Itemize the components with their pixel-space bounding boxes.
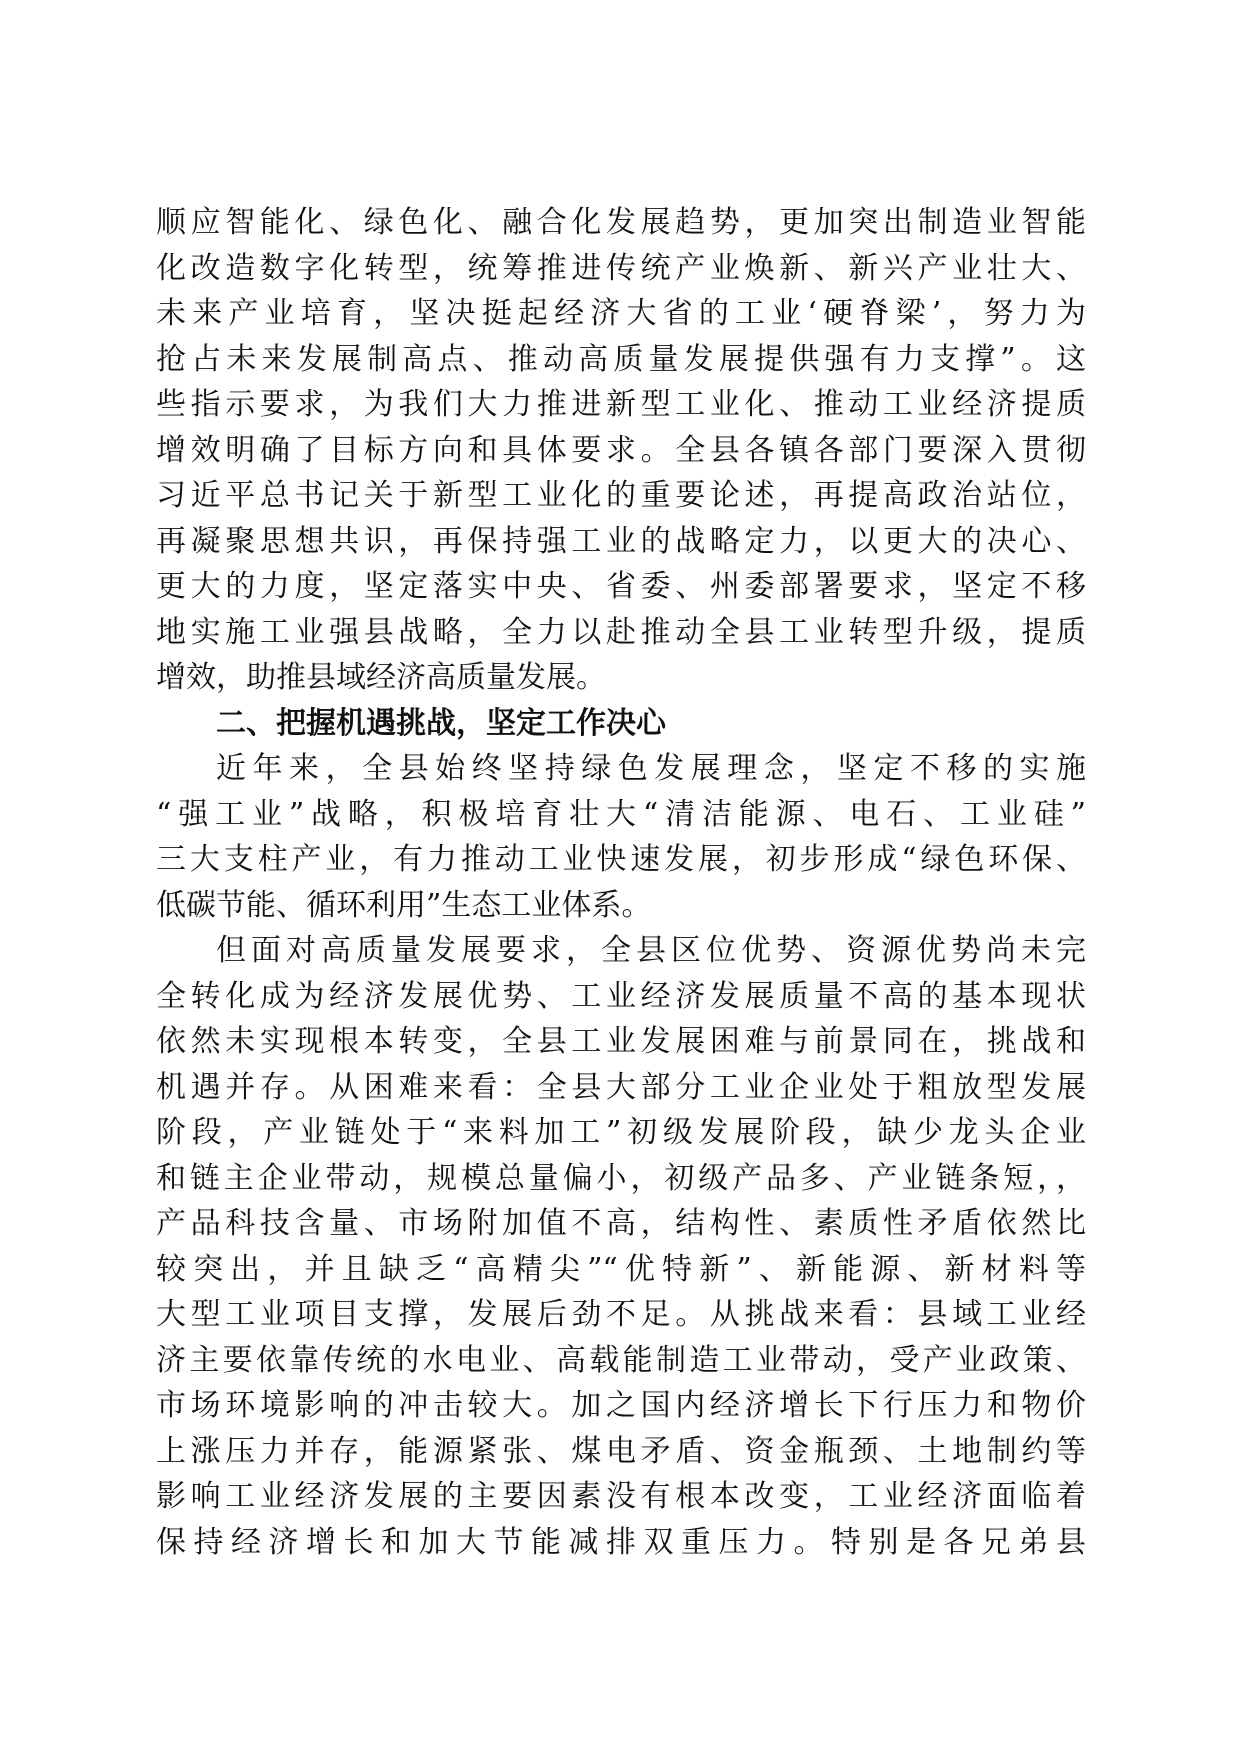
paragraph [156, 200, 1086, 701]
text-line: 再凝聚思想共识，再保持强工业的战略定力，以更大的决心、 [156, 523, 1086, 559]
text-line: 机遇并存。从困难来看：全县大部分工业企业处于粗放型发展 [156, 1069, 1086, 1105]
paragraph [156, 746, 1086, 928]
text-line: 但面对高质量发展要求，全县区位优势、资源优势尚未完 [216, 933, 1086, 968]
text-line: 更大的力度，坚定落实中央、省委、州委部署要求，坚定不移 [156, 569, 1086, 604]
text-line: 顺应智能化、绿色化、融合化发展趋势，更加突出制造业智能 [156, 205, 1086, 240]
text-line: 较突出，并且缺乏“高精尖”“优特新”、新能源、新材料等 [156, 1251, 1086, 1287]
text-line: 全转化成为经济发展优势、工业经济发展质量不高的基本现状 [156, 978, 1086, 1014]
text-line: 保持经济增长和加大节能减排双重压力。特别是各兄弟县 [156, 1524, 1086, 1560]
text-line: 未来产业培育，坚决挺起经济大省的工业‘硬脊梁’，努力为 [156, 296, 1086, 331]
text-line: 化改造数字化转型，统筹推进传统产业焕新、新兴产业壮大、 [156, 250, 1086, 286]
text-line: 济主要依靠传统的水电业、高载能制造工业带动，受产业政策、 [156, 1342, 1086, 1378]
text-line: 地实施工业强县战略，全力以赴推动全县工业转型升级，提质 [156, 614, 1086, 650]
text-line: 影响工业经济发展的主要因素没有根本改变，工业经济面临着 [156, 1479, 1086, 1514]
document-body [156, 200, 1086, 1565]
text-line: 大型工业项目支撑，发展后劲不足。从挑战来看：县域工业经 [156, 1297, 1086, 1332]
text-line: 抢占未来发展制高点、推动高质量发展提供强有力支撑”。这 [156, 341, 1086, 377]
text-line: 阶段，产业链处于“来料加工”初级发展阶段，缺少龙头企业 [156, 1115, 1086, 1150]
text-line: 增效，助推县域经济高质量发展。 [156, 660, 606, 695]
text-line: 习近平总书记关于新型工业化的重要论述，再提高政治站位， [156, 478, 1086, 513]
text-line: 低碳节能、循环利用”生态工业体系。 [156, 887, 652, 923]
section-heading [156, 701, 1086, 747]
text-line: 增效明确了目标方向和具体要求。全县各镇各部门要深入贯彻 [156, 432, 1086, 468]
text-line: 些指示要求，为我们大力推进新型工业化、推动工业经济提质 [156, 387, 1086, 422]
text-line: 依然未实现根本转变，全县工业发展困难与前景同在，挑战和 [156, 1024, 1086, 1059]
heading-text: 二、把握机遇挑战，坚定工作决心 [216, 705, 666, 741]
paragraph [156, 928, 1086, 1565]
text-line: 三大支柱产业，有力推动工业快速发展，初步形成“绿色环保、 [156, 842, 1086, 877]
text-line: 上涨压力并存，能源紧张、煤电矛盾、资金瓶颈、土地制约等 [156, 1433, 1086, 1469]
text-line: 近年来，全县始终坚持绿色发展理念，坚定不移的实施 [216, 751, 1086, 786]
text-line: 产品科技含量、市场附加值不高，结构性、素质性矛盾依然比 [156, 1206, 1086, 1241]
text-line: “强工业”战略，积极培育壮大“清洁能源、电石、工业硅” [156, 796, 1086, 832]
text-line: 和链主企业带动，规模总量偏小，初级产品多、产业链条短，， [156, 1160, 1086, 1196]
text-line: 市场环境影响的冲击较大。加之国内经济增长下行压力和物价 [156, 1388, 1086, 1423]
